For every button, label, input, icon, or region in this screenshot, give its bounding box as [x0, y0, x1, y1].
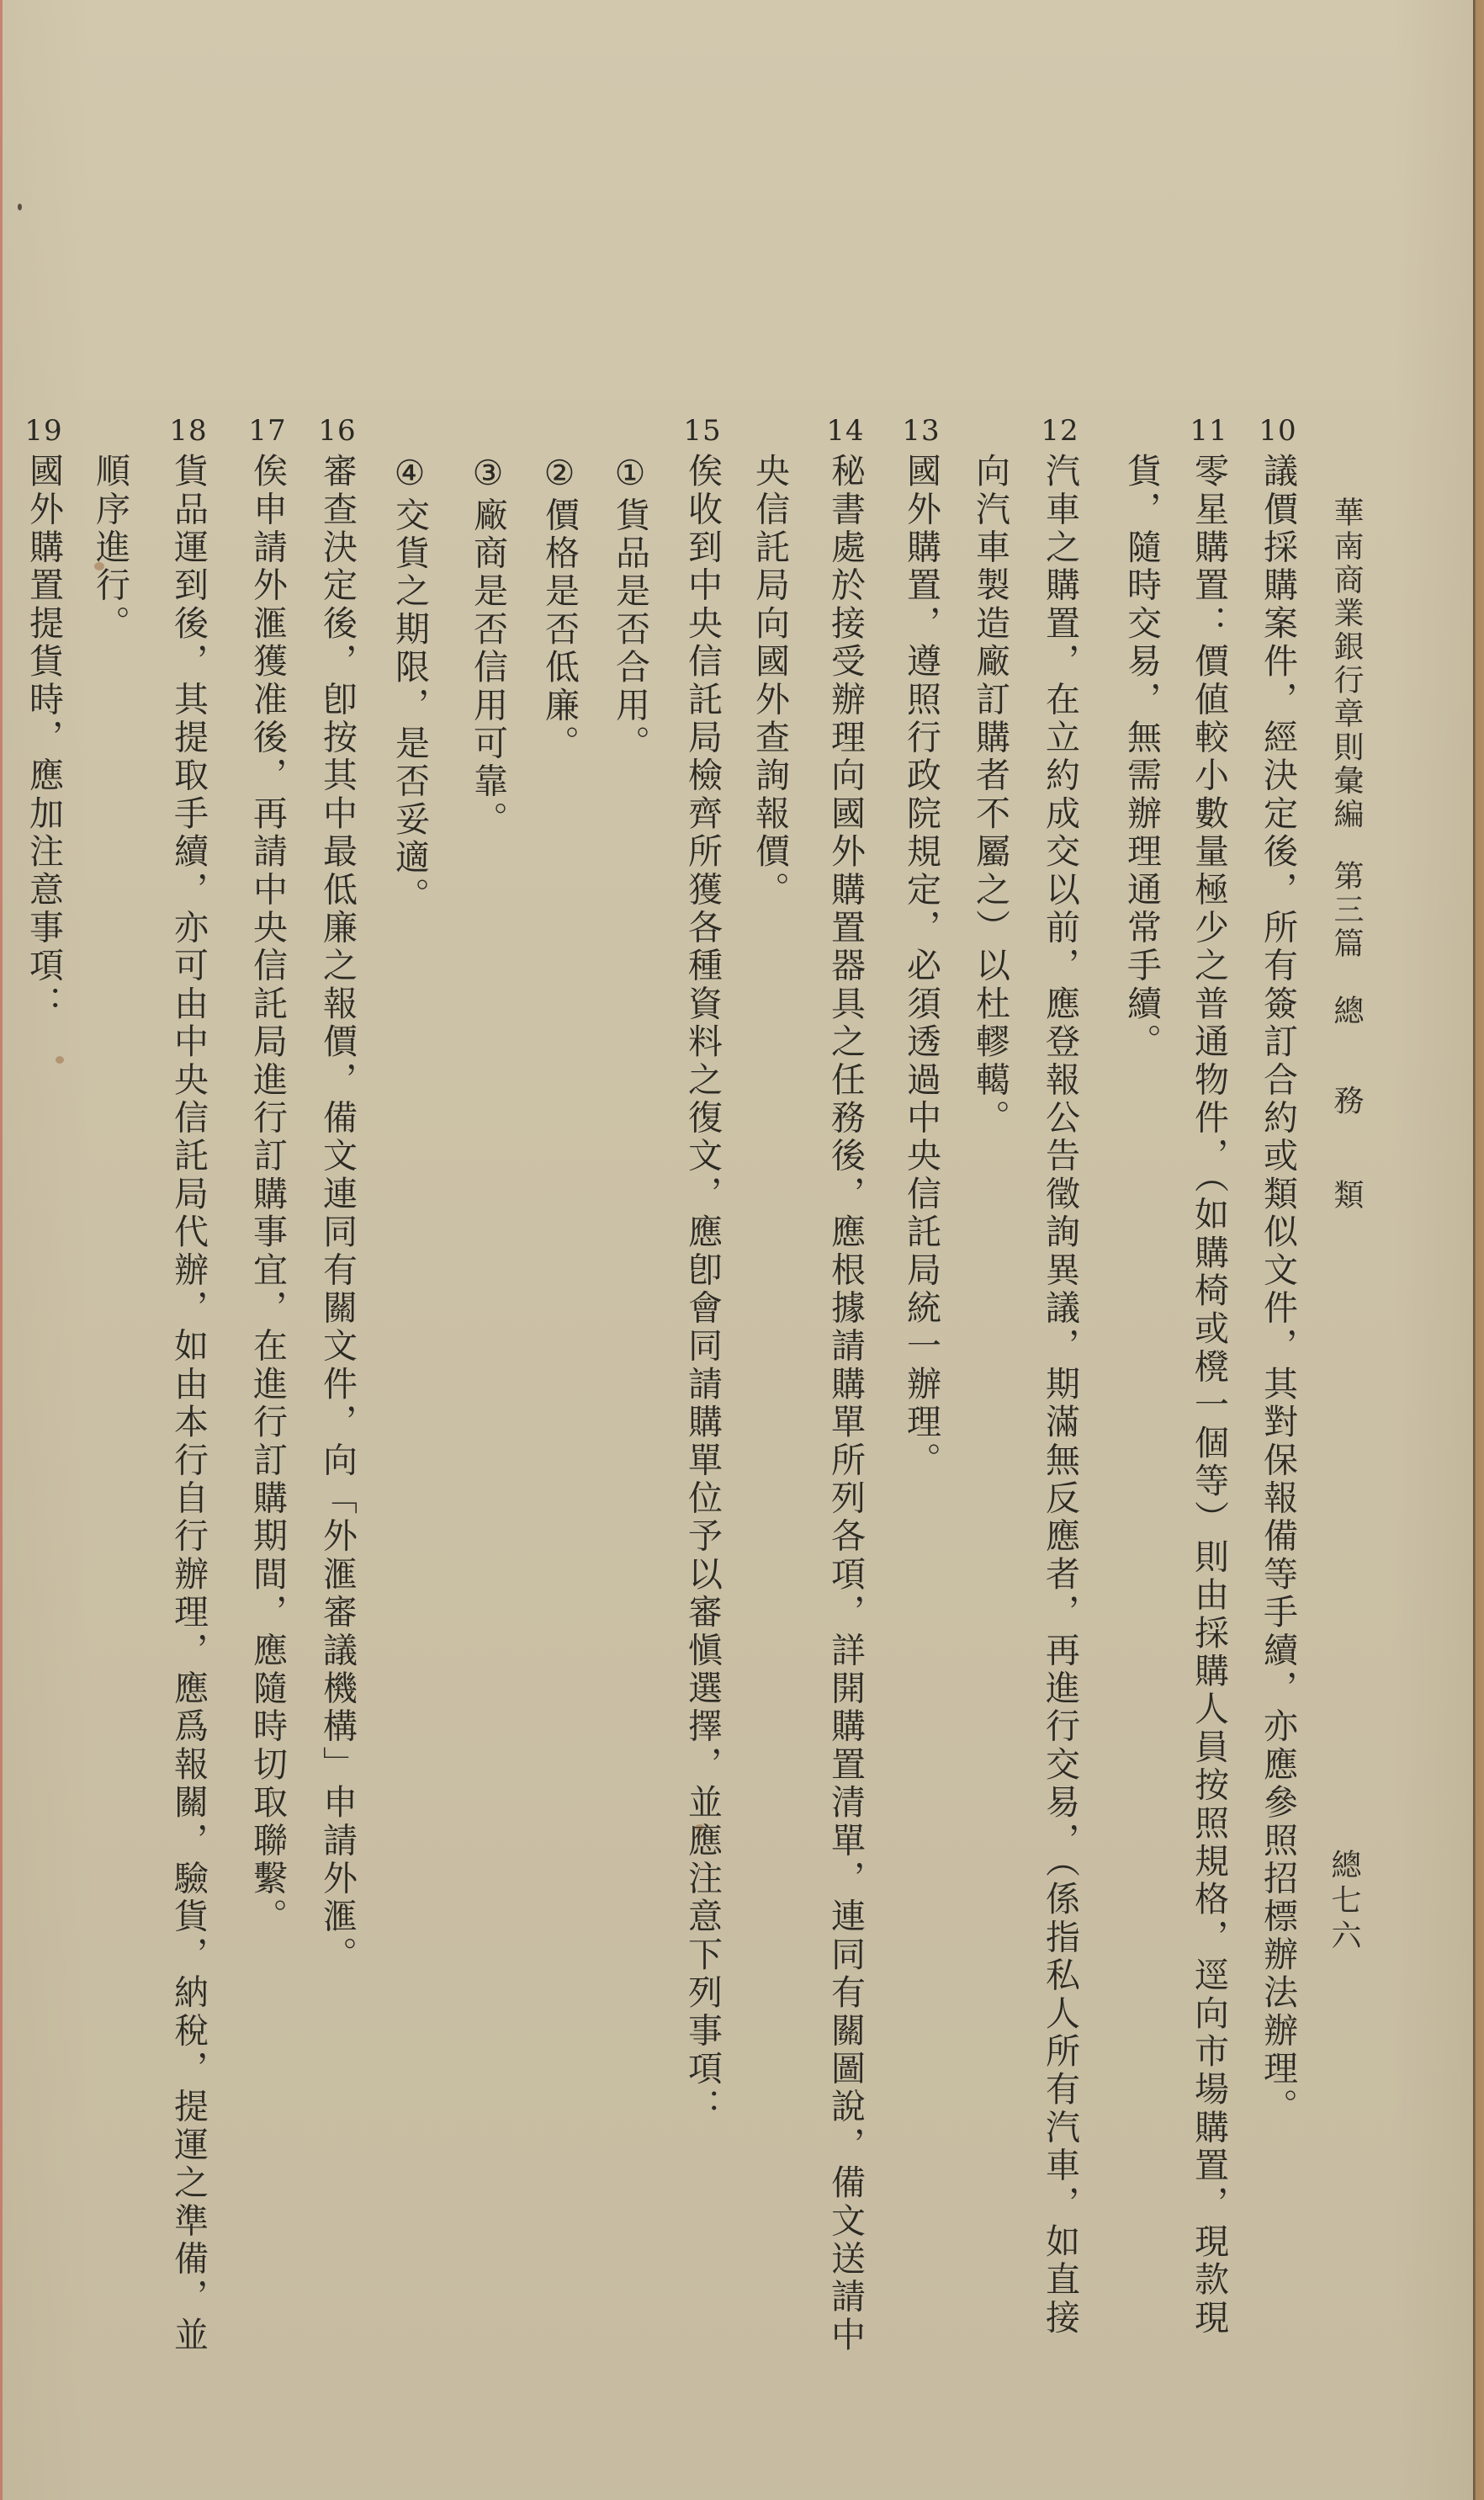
sub-item-text: 交貨之期限，是否妥適。: [390, 496, 430, 916]
item-text-line: 俟收到中央信託局檢齊所獲各種資料之復文，應卽會同請購單位予以審愼選擇，並應注意下列事項：: [682, 453, 723, 2126]
circled-number-3: ③: [468, 453, 508, 497]
item-number: 12: [1041, 414, 1079, 448]
item-text-line: 審查決定後，卽按其中最低廉之報價，備文連同有關文件，向「外滙審議機構」申請外滙。: [317, 453, 358, 1974]
running-header-category-3: 類: [1329, 1179, 1364, 1213]
circled-number-4: ④: [390, 453, 430, 497]
item-text-line: 順序進行。: [90, 453, 130, 643]
item-text-line: 向汽車製造廠訂購者不屬之）以杜轇轕。: [970, 453, 1010, 1138]
item-number: 14: [826, 414, 865, 448]
item-number: 11: [1190, 414, 1228, 448]
item-text-line: 央信託局向國外查詢報價。: [750, 453, 790, 910]
item-number: 17: [248, 414, 287, 448]
item-text-line: 國外購置，遵照行政院規定，必須透過中央信託局統一辦理。: [901, 453, 941, 1480]
item-number: 16: [318, 414, 357, 448]
item-text-line: 俟申請外滙獲准後，再請中央信託局進行訂購事宜，在進行訂購期間，應隨時切取聯繫。: [247, 453, 288, 1936]
sub-item: [539, 453, 580, 763]
page-number: 總七六: [1327, 1849, 1361, 1955]
item-number: 18: [169, 414, 208, 448]
item-text-line: 議價採購案件，經決定後，所有簽訂合約或類似文件，其對保報備等手續，亦應參照招標辦法辦理。: [1258, 453, 1298, 2126]
paper-stain: [56, 1056, 64, 1064]
sub-item-text: 價格是否低廉。: [539, 496, 580, 763]
item-text-line: 國外購置提貨時，應加注意事項：: [24, 453, 64, 1023]
item-text-line: 貨品運到後，其提取手續，亦可由中央信託局代辦，如由本行自行辦理，應爲報關，驗貨，納稅，提運之準備，並: [168, 453, 209, 2354]
item-number: 10: [1259, 414, 1297, 448]
item-number: 13: [902, 414, 941, 448]
sub-item-text: 廠商是否信用可靠。: [468, 496, 508, 840]
running-header-category-2: 務: [1329, 1085, 1364, 1118]
circled-number-1: ①: [610, 453, 650, 497]
item-text-line: 汽車之購置，在立約成交以前，應登報公告徵詢異議，期滿無反應者，再進行交易，（係指私人所有汽車，如直接: [1040, 453, 1080, 2338]
sub-item: [610, 453, 650, 763]
sub-item: [390, 453, 430, 916]
page-edge-right: [1473, 0, 1484, 2500]
running-header-part: 第三篇: [1329, 860, 1364, 961]
item-number: 19: [24, 414, 63, 448]
circled-number-2: ②: [539, 453, 580, 497]
item-number: 15: [683, 414, 722, 448]
running-header-category-1: 總: [1329, 995, 1364, 1028]
item-text-line: 貨，隨時交易，無需辦理通常手續。: [1121, 453, 1162, 1062]
page-edge-left: [0, 0, 3, 2500]
sub-item: [468, 453, 508, 840]
running-header-title: 華南商業銀行章則彙編: [1329, 496, 1364, 831]
ink-spot: [18, 204, 22, 210]
item-text-line: 秘書處於接受辦理向國外購置器具之任務後，應根據請購單所列各項，詳開購置清單，連同有關圖說，備文送請中: [825, 453, 866, 2354]
item-text-line: 零星購置：價値較小數量極少之普通物件，（如購椅或櫈一個等）則由採購人員按照規格，逕向市場購置，現款現: [1189, 453, 1229, 2338]
sub-item-text: 貨品是否合用。: [610, 496, 650, 763]
